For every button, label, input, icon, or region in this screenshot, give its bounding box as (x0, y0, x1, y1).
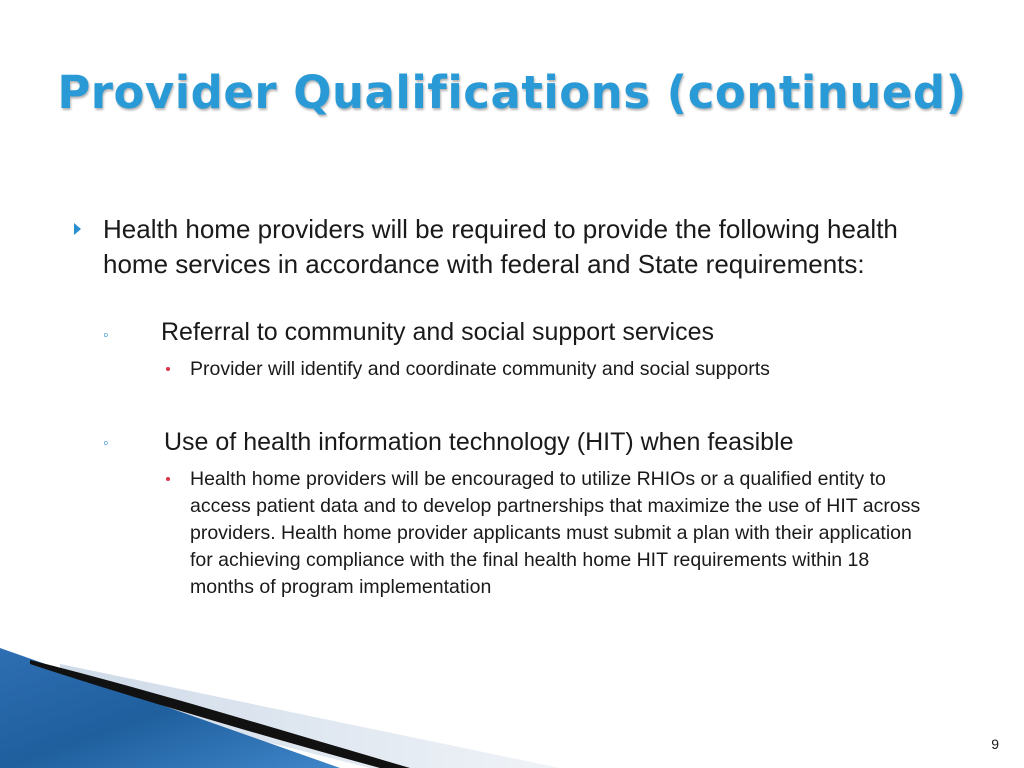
dot-bullet-icon (166, 477, 170, 481)
circle-bullet-icon: ◦ (103, 327, 109, 344)
page-number: 9 (991, 736, 999, 752)
dot-bullet-icon (166, 367, 170, 371)
triangle-bullet-icon (74, 223, 81, 235)
detail-text: Health home providers will be encouraged to utilize RHIOs or a qualified entity to access patient data and to develop partnerships that maximize the use of HIT across providers. Health home provider applicants must submit a plan with their application for achieving compliance with the final health home HIT requirements within 18 months of program implementation (190, 468, 921, 598)
slide-title: Provider Qualifications (continued) (57, 66, 967, 119)
sub-bullet-text: Referral to community and social support services (161, 318, 715, 346)
circle-bullet-icon: ◦ (103, 435, 109, 452)
bullet-text: Health home providers will be required to provide the following health home services in accordance with federal and State requirements: (103, 214, 898, 279)
detail-text: Provider will identify and coordinate community and social supports (190, 358, 770, 380)
sub-bullet-text: Use of health information technology (HIT) when feasible (164, 428, 794, 456)
